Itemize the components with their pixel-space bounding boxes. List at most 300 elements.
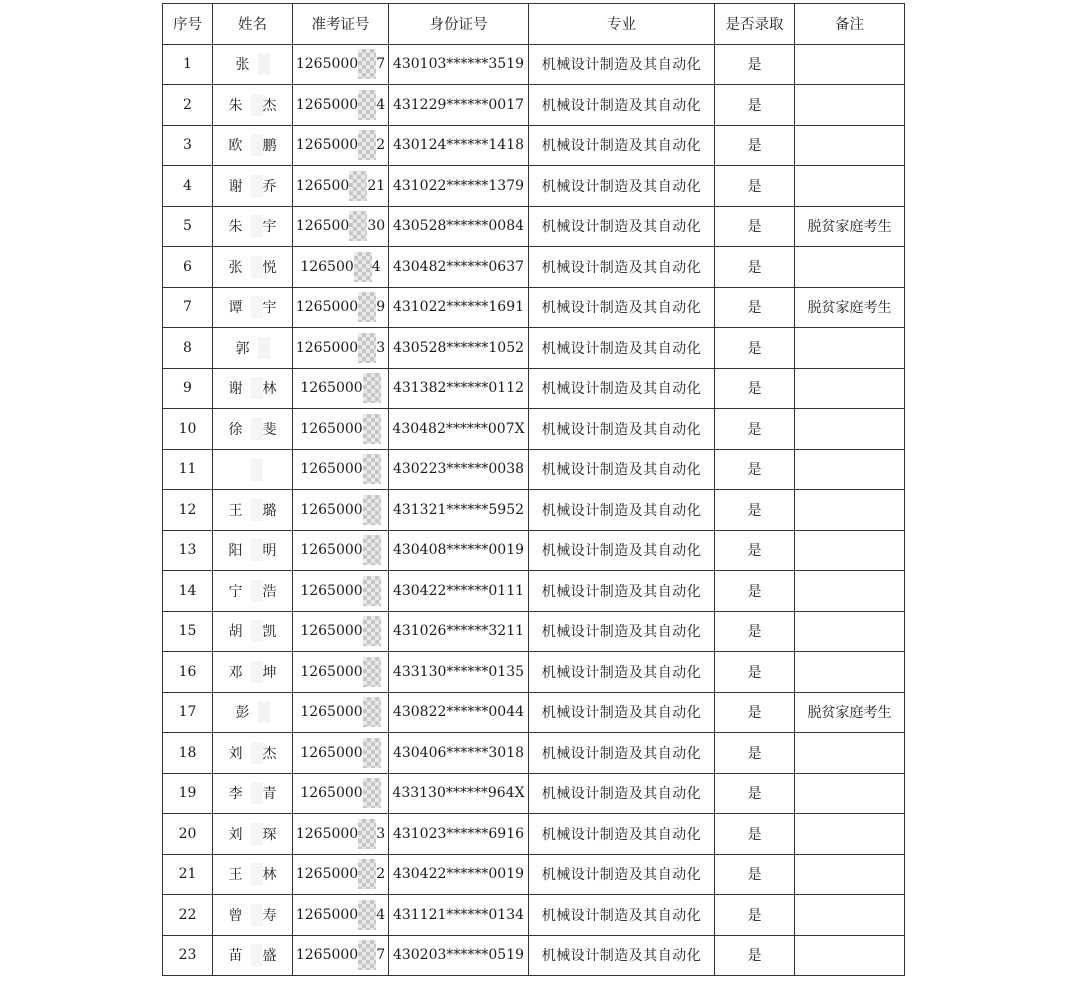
name-part: 彭 [235,705,250,722]
table-row [163,287,905,328]
admitted-status: 是 [715,166,795,207]
exam-number-mask [358,333,376,363]
note [795,652,905,693]
name-part: 谢 [228,178,243,195]
exam-number-part: 1265000 [300,623,363,640]
admitted-status: 是 [715,206,795,247]
name-cell [213,611,293,652]
row-number: 3 [163,125,213,166]
admission-table [162,3,905,976]
exam-number-mask [363,495,381,525]
id-number: 431022******1691 [389,287,529,328]
name-cell [213,85,293,126]
exam-number-part: 3 [376,339,386,356]
id-number: 430482******0637 [389,247,529,288]
name-part: 坤 [262,664,277,681]
exam-number-mask [363,616,381,646]
exam-number-cell [293,773,389,814]
name-part: 盛 [262,948,277,965]
exam-number-mask [363,373,381,403]
name-cell [213,571,293,612]
name-mask [243,580,263,602]
name-part: 朱 [228,97,243,114]
major: 机械设计制造及其自动化 [529,368,715,409]
note [795,490,905,531]
row-number: 18 [163,733,213,774]
exam-number-cell [293,652,389,693]
name-mask [243,377,263,399]
table-row [163,652,905,693]
table-row [163,409,905,450]
id-number: 430422******0019 [389,854,529,895]
row-number: 8 [163,328,213,369]
admitted-status: 是 [715,247,795,288]
table-body [163,44,905,976]
name-part: 寿 [262,907,277,924]
header-no: 序号 [163,4,213,45]
id-number: 430528******1052 [389,328,529,369]
major: 机械设计制造及其自动化 [529,733,715,774]
note: 脱贫家庭考生 [795,206,905,247]
name-part: 斐 [262,421,277,438]
note [795,895,905,936]
note [795,328,905,369]
name-part: 谢 [228,381,243,398]
table-row [163,935,905,976]
admitted-status: 是 [715,449,795,490]
id-number: 430103******3519 [389,44,529,85]
exam-number-part: 4 [376,906,386,923]
exam-number-part: 2 [376,137,386,154]
name-part: 乔 [262,178,277,195]
major: 机械设计制造及其自动化 [529,611,715,652]
exam-number-cell [293,571,389,612]
exam-number-mask [349,171,367,201]
exam-number-cell [293,530,389,571]
exam-number-mask [363,414,381,444]
major: 机械设计制造及其自动化 [529,814,715,855]
name-mask [243,863,263,885]
note [795,611,905,652]
admitted-status: 是 [715,733,795,774]
exam-number-part: 4 [376,96,386,113]
exam-number-part: 126500 [295,218,350,235]
id-number: 431229******0017 [389,85,529,126]
name-part: 琛 [262,826,277,843]
table-row [163,571,905,612]
admitted-status: 是 [715,692,795,733]
exam-number-mask [358,292,376,322]
major: 机械设计制造及其自动化 [529,85,715,126]
id-number: 430203******0519 [389,935,529,976]
major: 机械设计制造及其自动化 [529,287,715,328]
name-mask [250,53,270,75]
name-mask [243,256,263,278]
exam-number-part: 9 [376,299,386,316]
name-part: 青 [262,786,277,803]
major: 机械设计制造及其自动化 [529,125,715,166]
id-number: 433130******0135 [389,652,529,693]
name-mask [243,661,263,683]
row-number: 9 [163,368,213,409]
note [795,125,905,166]
exam-number-cell [293,854,389,895]
row-number: 14 [163,571,213,612]
exam-number-cell [293,44,389,85]
id-number: 430528******0084 [389,206,529,247]
exam-number-part: 1265000 [295,866,359,883]
id-number: 431022******1379 [389,166,529,207]
exam-number-mask [363,738,381,768]
exam-number-part: 1265000 [300,461,363,478]
exam-number-cell [293,206,389,247]
admitted-status: 是 [715,409,795,450]
name-part: 朱 [228,219,243,236]
exam-number-cell [293,368,389,409]
name-part: 王 [228,502,243,519]
id-number: 430822******0044 [389,692,529,733]
table-row [163,611,905,652]
name-part: 杰 [262,745,277,762]
admitted-status: 是 [715,287,795,328]
name-mask [243,459,263,481]
name-part: 璐 [262,502,277,519]
exam-number-part: 1265000 [300,744,363,761]
exam-number-part: 1265000 [300,420,363,437]
exam-number-part: 126500 [295,177,350,194]
row-number: 7 [163,287,213,328]
table-row [163,895,905,936]
major: 机械设计制造及其自动化 [529,328,715,369]
name-part: 王 [228,867,243,884]
major: 机械设计制造及其自动化 [529,490,715,531]
name-part: 阳 [228,543,243,560]
id-number: 431026******3211 [389,611,529,652]
row-number: 6 [163,247,213,288]
admitted-status: 是 [715,854,795,895]
exam-number-cell [293,611,389,652]
header-exam-number: 准考证号 [293,4,389,45]
id-number: 430482******007X [389,409,529,450]
note [795,449,905,490]
note: 脱贫家庭考生 [795,287,905,328]
id-number: 431023******6916 [389,814,529,855]
admitted-status: 是 [715,44,795,85]
exam-number-mask [354,252,372,282]
exam-number-part: 1265000 [295,299,359,316]
admitted-status: 是 [715,328,795,369]
major: 机械设计制造及其自动化 [529,44,715,85]
table-row [163,247,905,288]
note [795,814,905,855]
name-mask [243,944,263,966]
table-row [163,449,905,490]
table-row [163,490,905,531]
exam-number-part: 126500 [300,258,354,275]
name-cell [213,44,293,85]
exam-number-part: 1265000 [300,663,363,680]
id-number: 431382******0112 [389,368,529,409]
major: 机械设计制造及其自动化 [529,935,715,976]
row-number: 2 [163,85,213,126]
table-row [163,85,905,126]
exam-number-mask [358,130,376,160]
name-cell [213,935,293,976]
name-cell [213,409,293,450]
name-part: 郭 [235,340,250,357]
note: 脱贫家庭考生 [795,692,905,733]
id-number: 433130******964X [389,773,529,814]
name-part: 徐 [228,421,243,438]
table-row [163,328,905,369]
table-row [163,773,905,814]
note [795,530,905,571]
name-mask [250,701,270,723]
table-row [163,206,905,247]
exam-number-part: 1265000 [300,501,363,518]
exam-number-mask [363,778,381,808]
name-part: 明 [262,543,277,560]
name-cell [213,692,293,733]
name-cell [213,368,293,409]
header-note: 备注 [795,4,905,45]
name-mask [243,782,263,804]
header-name: 姓名 [213,4,293,45]
admitted-status: 是 [715,773,795,814]
exam-number-part: 2 [376,866,386,883]
name-part: 胡 [228,624,243,641]
major: 机械设计制造及其自动化 [529,166,715,207]
row-number: 5 [163,206,213,247]
row-number: 1 [163,44,213,85]
row-number: 16 [163,652,213,693]
row-number: 23 [163,935,213,976]
exam-number-cell [293,409,389,450]
exam-number-cell [293,287,389,328]
exam-number-cell [293,449,389,490]
note [795,854,905,895]
id-number: 430422******0111 [389,571,529,612]
major: 机械设计制造及其自动化 [529,854,715,895]
header-admitted: 是否录取 [715,4,795,45]
name-part: 刘 [228,745,243,762]
name-cell [213,490,293,531]
major: 机械设计制造及其自动化 [529,692,715,733]
name-mask [243,418,263,440]
exam-number-cell [293,692,389,733]
major: 机械设计制造及其自动化 [529,571,715,612]
name-part: 张 [235,57,250,74]
exam-number-part: 21 [367,177,386,194]
name-part: 凯 [262,624,277,641]
admitted-status: 是 [715,895,795,936]
admitted-status: 是 [715,611,795,652]
name-part: 曾 [228,907,243,924]
admitted-status: 是 [715,125,795,166]
name-part: 宇 [262,300,277,317]
major: 机械设计制造及其自动化 [529,652,715,693]
exam-number-part: 4 [371,258,381,275]
row-number: 12 [163,490,213,531]
name-cell [213,773,293,814]
exam-number-part: 3 [376,825,386,842]
exam-number-mask [358,859,376,889]
table-row [163,368,905,409]
exam-number-part: 1265000 [300,785,363,802]
exam-number-part: 1265000 [300,582,363,599]
name-cell [213,206,293,247]
name-mask [243,742,263,764]
id-number: 431121******0134 [389,895,529,936]
id-number: 430406******3018 [389,733,529,774]
row-number: 13 [163,530,213,571]
name-mask [243,539,263,561]
name-cell [213,733,293,774]
exam-number-mask [363,657,381,687]
table-row [163,814,905,855]
exam-number-mask [358,819,376,849]
exam-number-mask [358,49,376,79]
exam-number-cell [293,85,389,126]
exam-number-mask [363,454,381,484]
name-cell [213,166,293,207]
name-mask [250,337,270,359]
exam-number-cell [293,125,389,166]
major: 机械设计制造及其自动化 [529,409,715,450]
exam-number-cell [293,328,389,369]
exam-number-mask [363,576,381,606]
name-cell [213,287,293,328]
major: 机械设计制造及其自动化 [529,773,715,814]
exam-number-part: 7 [376,947,386,964]
name-mask [243,904,263,926]
name-part: 苗 [228,948,243,965]
note [795,368,905,409]
exam-number-mask [349,211,367,241]
header-id-number: 身份证号 [389,4,529,45]
exam-number-cell [293,166,389,207]
row-number: 11 [163,449,213,490]
note [795,773,905,814]
name-mask [243,94,263,116]
row-number: 22 [163,895,213,936]
name-part: 悦 [262,259,277,276]
name-part: 谭 [228,300,243,317]
id-number: 430408******0019 [389,530,529,571]
name-cell [213,814,293,855]
id-number: 431321******5952 [389,490,529,531]
name-part: 邓 [228,664,243,681]
name-part: 林 [262,381,277,398]
name-part: 刘 [228,826,243,843]
name-mask [243,175,263,197]
row-number: 10 [163,409,213,450]
exam-number-mask [358,90,376,120]
exam-number-cell [293,814,389,855]
major: 机械设计制造及其自动化 [529,530,715,571]
note [795,935,905,976]
name-cell [213,854,293,895]
admitted-status: 是 [715,368,795,409]
exam-number-cell [293,895,389,936]
name-cell [213,652,293,693]
major: 机械设计制造及其自动化 [529,449,715,490]
header-row [163,4,905,45]
name-part: 鹏 [262,138,277,155]
exam-number-part: 1265000 [300,704,363,721]
exam-number-cell [293,935,389,976]
admitted-status: 是 [715,530,795,571]
row-number: 15 [163,611,213,652]
id-number: 430223******0038 [389,449,529,490]
admitted-status: 是 [715,652,795,693]
table-row [163,44,905,85]
name-part: 宁 [228,583,243,600]
table-row [163,854,905,895]
name-mask [243,134,263,156]
admitted-status: 是 [715,490,795,531]
name-cell [213,895,293,936]
exam-number-mask [363,535,381,565]
name-cell [213,530,293,571]
name-part: 林 [262,867,277,884]
name-part: 杰 [262,97,277,114]
exam-number-part: 1265000 [295,137,359,154]
name-part: 浩 [262,583,277,600]
major: 机械设计制造及其自动化 [529,247,715,288]
admitted-status: 是 [715,85,795,126]
row-number: 20 [163,814,213,855]
exam-number-part: 1265000 [295,96,359,113]
exam-number-part: 30 [367,218,386,235]
table-row [163,692,905,733]
name-mask [243,823,263,845]
exam-number-cell [293,247,389,288]
note [795,571,905,612]
admitted-status: 是 [715,935,795,976]
major: 机械设计制造及其自动化 [529,895,715,936]
exam-number-part: 1265000 [300,542,363,559]
exam-number-part: 1265000 [295,56,359,73]
table-row [163,733,905,774]
exam-number-part: 1265000 [295,947,359,964]
exam-number-part: 1265000 [300,380,363,397]
table-row [163,166,905,207]
header-major: 专业 [529,4,715,45]
row-number: 4 [163,166,213,207]
exam-number-mask [363,697,381,727]
name-cell [213,449,293,490]
name-mask [243,499,263,521]
note [795,166,905,207]
name-mask [243,296,263,318]
table-row [163,530,905,571]
name-mask [243,215,263,237]
major: 机械设计制造及其自动化 [529,206,715,247]
row-number: 17 [163,692,213,733]
name-cell [213,328,293,369]
note [795,733,905,774]
note [795,409,905,450]
name-part: 张 [228,259,243,276]
exam-number-part: 7 [376,56,386,73]
row-number: 21 [163,854,213,895]
note [795,85,905,126]
name-cell [213,125,293,166]
exam-number-part: 1265000 [295,825,359,842]
exam-number-cell [293,490,389,531]
name-part: 宇 [262,219,277,236]
